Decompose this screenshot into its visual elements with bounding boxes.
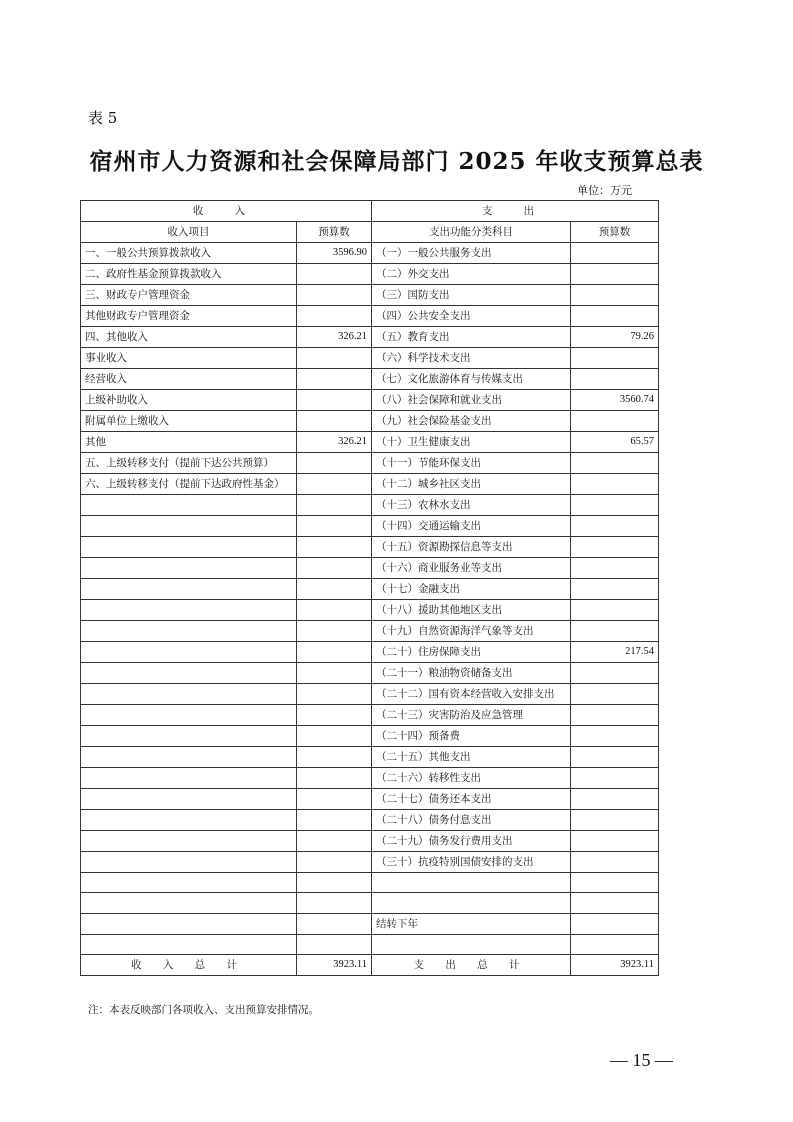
income-total-amount: 3923.11: [297, 955, 372, 976]
expense-item-cell: （五）教育支出: [372, 327, 571, 348]
income-amount-cell: [297, 516, 372, 537]
expense-item-cell: （十四）交通运输支出: [372, 516, 571, 537]
header-row-2: [81, 222, 659, 243]
income-item-cell: 其他财政专户管理资金: [81, 306, 297, 327]
table-row: [81, 789, 659, 810]
expense-item-cell: [372, 893, 571, 913]
table-row: [81, 684, 659, 705]
expense-item-cell: （三）国防支出: [372, 285, 571, 306]
income-item-cell: 二、政府性基金预算拨款收入: [81, 264, 297, 285]
expense-item-cell: （二十二）国有资本经营收入安排支出: [372, 684, 571, 705]
income-amount-cell: [297, 453, 372, 474]
income-item-cell: 上级补助收入: [81, 390, 297, 411]
income-amount-cell: [297, 558, 372, 579]
income-amount-cell: [297, 663, 372, 684]
table-row: [81, 453, 659, 474]
expense-item-cell: （七）文化旅游体育与传媒支出: [372, 369, 571, 390]
income-item-cell: [81, 705, 297, 726]
expense-item-cell: （十）卫生健康支出: [372, 432, 571, 453]
table-row: [81, 663, 659, 684]
table-row: [81, 621, 659, 642]
table-row: [81, 600, 659, 621]
expense-item-cell: （二十七）债务还本支出: [372, 789, 571, 810]
income-item-cell: 一、一般公共预算拨款收入: [81, 243, 297, 264]
expense-amount-cell: [571, 579, 659, 600]
income-amount-cell: [297, 705, 372, 726]
income-item-cell: [81, 684, 297, 705]
income-amount-cell: [297, 390, 372, 411]
expense-amount-cell: [571, 747, 659, 768]
expense-amount-cell: [571, 684, 659, 705]
expense-amount-cell: [571, 663, 659, 684]
expense-amount-cell: [571, 831, 659, 852]
expense-item-cell: （二十九）债务发行费用支出: [372, 831, 571, 852]
income-item-cell: 其他: [81, 432, 297, 453]
income-amount-cell: [297, 621, 372, 642]
income-item-cell: [81, 831, 297, 852]
income-item-cell: [81, 768, 297, 789]
income-amount-cell: [297, 913, 372, 934]
expense-item-cell: （十七）金融支出: [372, 579, 571, 600]
income-amount-cell: [297, 285, 372, 306]
income-amount-cell: [297, 726, 372, 747]
income-item-cell: [81, 852, 297, 873]
income-item-cell: [81, 789, 297, 810]
income-item-cell: 三、财政专户管理资金: [81, 285, 297, 306]
income-item-header: 收入项目: [81, 222, 297, 243]
expense-amount-cell: [571, 516, 659, 537]
expense-item-cell: （二十五）其他支出: [372, 747, 571, 768]
expense-item-cell: （三十）抗疫特别国债安排的支出: [372, 852, 571, 873]
income-amount-cell: [297, 642, 372, 663]
income-item-cell: 五、上级转移支付（提前下达公共预算）: [81, 453, 297, 474]
expense-amount-cell: [571, 873, 659, 893]
expense-item-cell: （十九）自然资源海洋气象等支出: [372, 621, 571, 642]
expense-amount-cell: [571, 913, 659, 934]
income-amount-cell: [297, 411, 372, 432]
expense-item-cell: （二十）住房保障支出: [372, 642, 571, 663]
income-item-cell: [81, 600, 297, 621]
expense-amount-cell: [571, 705, 659, 726]
income-item-cell: 事业收入: [81, 348, 297, 369]
expense-item-cell: （一）一般公共服务支出: [372, 243, 571, 264]
income-item-cell: [81, 810, 297, 831]
income-header: 收 入: [81, 201, 372, 222]
expense-total-amount: 3923.11: [571, 955, 659, 976]
income-amount-cell: [297, 306, 372, 327]
income-amount-cell: [297, 264, 372, 285]
income-item-cell: [81, 726, 297, 747]
income-item-cell: [81, 516, 297, 537]
expense-item-cell: （二十八）债务付息支出: [372, 810, 571, 831]
expense-amount-cell: [571, 768, 659, 789]
expense-item-cell: （二十四）预备费: [372, 726, 571, 747]
expense-amount-cell: [571, 369, 659, 390]
expense-item-cell: [372, 873, 571, 893]
income-amount-header: 预算数: [297, 222, 372, 243]
expense-amount-cell: [571, 789, 659, 810]
income-amount-cell: [297, 348, 372, 369]
expense-item-cell: （六）科学技术支出: [372, 348, 571, 369]
expense-amount-cell: [571, 810, 659, 831]
table-row: [81, 537, 659, 558]
income-amount-cell: [297, 768, 372, 789]
expense-amount-cell: 3560.74: [571, 390, 659, 411]
income-amount-cell: [297, 495, 372, 516]
table-row: [81, 285, 659, 306]
income-item-cell: [81, 579, 297, 600]
expense-item-header: 支出功能分类科目: [372, 222, 571, 243]
expense-amount-cell: [571, 264, 659, 285]
income-item-cell: [81, 663, 297, 684]
expense-item-cell: （二）外交支出: [372, 264, 571, 285]
expense-amount-cell: 65.57: [571, 432, 659, 453]
income-item-cell: 经营收入: [81, 369, 297, 390]
income-item-cell: [81, 495, 297, 516]
expense-amount-cell: [571, 726, 659, 747]
expense-item-cell: [372, 934, 571, 954]
expense-amount-cell: [571, 852, 659, 873]
income-item-cell: [81, 873, 297, 893]
income-item-cell: [81, 642, 297, 663]
income-amount-cell: [297, 873, 372, 893]
table-row: [81, 369, 659, 390]
expense-amount-cell: [571, 558, 659, 579]
expense-amount-cell: [571, 285, 659, 306]
table-row: [81, 913, 659, 934]
expense-item-cell: （二十六）转移性支出: [372, 768, 571, 789]
expense-amount-cell: [571, 243, 659, 264]
table-row: [81, 831, 659, 852]
expense-item-cell: （十五）资源勘探信息等支出: [372, 537, 571, 558]
expense-amount-cell: [571, 621, 659, 642]
income-amount-cell: 326.21: [297, 432, 372, 453]
income-amount-cell: [297, 810, 372, 831]
expense-item-cell: （二十三）灾害防治及应急管理: [372, 705, 571, 726]
income-item-cell: 四、其他收入: [81, 327, 297, 348]
income-item-cell: [81, 893, 297, 913]
table-row: [81, 306, 659, 327]
table-row: [81, 474, 659, 495]
table-row: [81, 432, 659, 453]
table-row: [81, 852, 659, 873]
table-row: [81, 873, 659, 893]
table-row: [81, 810, 659, 831]
expense-amount-cell: [571, 348, 659, 369]
expense-item-cell: （九）社会保险基金支出: [372, 411, 571, 432]
income-total-label: 收 入 总 计: [81, 955, 297, 976]
expense-header: 支 出: [372, 201, 659, 222]
header-row-1: [81, 201, 659, 222]
income-item-cell: 六、上级转移支付（提前下达政府性基金）: [81, 474, 297, 495]
expense-item-cell: （四）公共安全支出: [372, 306, 571, 327]
income-amount-cell: [297, 684, 372, 705]
expense-amount-cell: [571, 600, 659, 621]
table-row: [81, 642, 659, 663]
table-row: [81, 726, 659, 747]
expense-amount-cell: 79.26: [571, 327, 659, 348]
income-amount-cell: 3596.90: [297, 243, 372, 264]
expense-total-label: 支 出 总 计: [372, 955, 571, 976]
budget-table: [80, 200, 659, 976]
income-amount-cell: [297, 369, 372, 390]
expense-amount-cell: [571, 306, 659, 327]
table-row: [81, 705, 659, 726]
table-row: [81, 516, 659, 537]
expense-item-cell: 结转下年: [372, 913, 571, 934]
expense-item-cell: （十一）节能环保支出: [372, 453, 571, 474]
expense-amount-cell: [571, 411, 659, 432]
expense-amount-cell: [571, 537, 659, 558]
income-item-cell: [81, 621, 297, 642]
table-row: [81, 893, 659, 913]
table-row: [81, 768, 659, 789]
table-row: [81, 348, 659, 369]
income-amount-cell: [297, 852, 372, 873]
expense-amount-header: 预算数: [571, 222, 659, 243]
income-amount-cell: [297, 831, 372, 852]
income-item-cell: 附属单位上缴收入: [81, 411, 297, 432]
expense-item-cell: （十二）城乡社区支出: [372, 474, 571, 495]
expense-item-cell: （二十一）粮油物资储备支出: [372, 663, 571, 684]
table-row: [81, 579, 659, 600]
table-row: [81, 411, 659, 432]
expense-amount-cell: [571, 474, 659, 495]
table-row: [81, 934, 659, 954]
expense-item-cell: （八）社会保障和就业支出: [372, 390, 571, 411]
income-amount-cell: [297, 537, 372, 558]
expense-amount-cell: 217.54: [571, 642, 659, 663]
expense-item-cell: （十八）援助其他地区支出: [372, 600, 571, 621]
expense-item-cell: （十六）商业服务业等支出: [372, 558, 571, 579]
income-item-cell: [81, 913, 297, 934]
table-row: [81, 327, 659, 348]
income-item-cell: [81, 747, 297, 768]
table-row: [81, 747, 659, 768]
footnote: 注：本表反映部门各项收入、支出预算安排情况。: [88, 1004, 319, 1016]
income-item-cell: [81, 537, 297, 558]
income-amount-cell: [297, 789, 372, 810]
table-row: [81, 264, 659, 285]
table-row: [81, 390, 659, 411]
table-row: [81, 243, 659, 264]
page-number: — 15 —: [610, 1050, 673, 1070]
table-row: [81, 495, 659, 516]
income-amount-cell: [297, 934, 372, 954]
expense-amount-cell: [571, 893, 659, 913]
expense-amount-cell: [571, 453, 659, 474]
income-item-cell: [81, 558, 297, 579]
income-amount-cell: 326.21: [297, 327, 372, 348]
page-title: 宿州市人力资源和社会保障局部门 2025 年收支预算总表: [89, 148, 704, 175]
unit-label: 单位：万元: [577, 184, 632, 197]
table-label: 表 5: [88, 109, 118, 127]
income-item-cell: [81, 934, 297, 954]
income-amount-cell: [297, 893, 372, 913]
expense-amount-cell: [571, 934, 659, 954]
expense-item-cell: （十三）农林水支出: [372, 495, 571, 516]
table-row: [81, 558, 659, 579]
income-amount-cell: [297, 579, 372, 600]
income-amount-cell: [297, 600, 372, 621]
income-amount-cell: [297, 747, 372, 768]
expense-amount-cell: [571, 495, 659, 516]
income-amount-cell: [297, 474, 372, 495]
totals-row: [81, 955, 659, 976]
